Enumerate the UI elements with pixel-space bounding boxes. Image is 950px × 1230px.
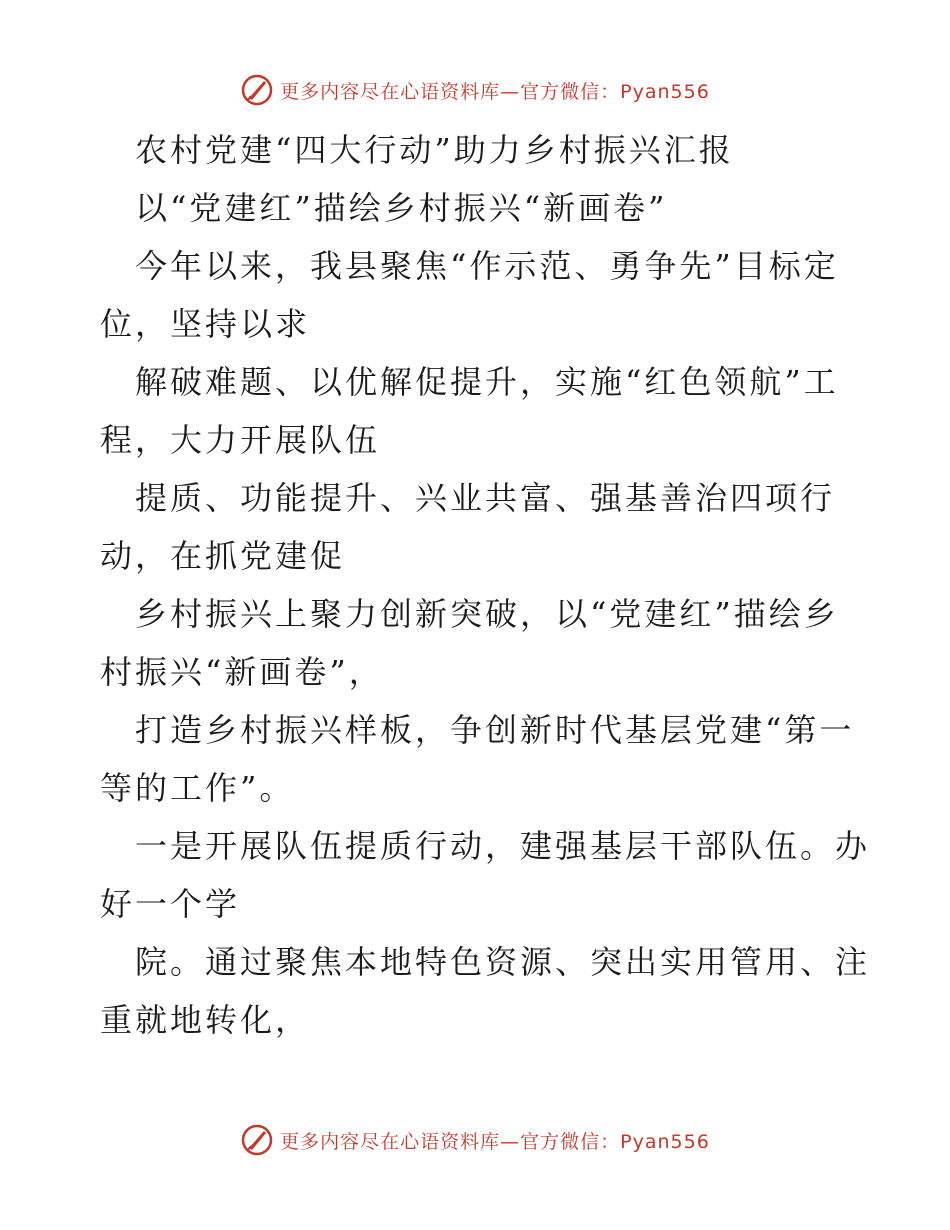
paragraph-line: 等的工作”。 [100, 769, 295, 807]
doc-title: 农村党建“四大行动”助力乡村振兴汇报 [135, 131, 734, 169]
paragraph-line: 院。通过聚焦本地特色资源、突出实用管用、注 [135, 943, 871, 981]
paragraph-line: 今年以来，我县聚焦“作示范、勇争先”目标定 [135, 247, 839, 285]
paragraph-line: 好一个学 [100, 885, 241, 923]
paragraph-line: 重就地转化， [100, 1001, 311, 1039]
paragraph-line: 程，大力开展队伍 [100, 421, 381, 459]
header-banner-text: 更多内容尽在心语资料库—官方微信：Pyan556 [280, 80, 710, 103]
footer-banner-text: 更多内容尽在心语资料库—官方微信：Pyan556 [280, 1130, 710, 1153]
paragraph-line: 动，在抓党建促 [100, 537, 346, 575]
quill-logo-icon [240, 73, 274, 107]
paragraph-line: 解破难题、以优解促提升，实施“红色领航”工 [135, 363, 839, 401]
doc-subtitle: 以“党建红”描绘乡村振兴“新画卷” [135, 189, 668, 227]
paragraph-line: 一是开展队伍提质行动，建强基层干部队伍。办 [135, 827, 871, 865]
paragraph-line: 打造乡村振兴样板，争创新时代基层党建“第一 [135, 711, 855, 749]
quill-logo-icon [240, 1123, 274, 1157]
paragraph-line: 提质、功能提升、兴业共富、强基善治四项行 [135, 479, 836, 517]
paragraph-line: 村振兴“新画卷”， [100, 653, 384, 691]
paragraph-line: 乡村振兴上聚力创新突破，以“党建红”描绘乡 [135, 595, 839, 633]
paragraph-line: 位，坚持以求 [100, 305, 311, 343]
footer-banner [0, 1120, 950, 1160]
header-banner [0, 70, 950, 110]
